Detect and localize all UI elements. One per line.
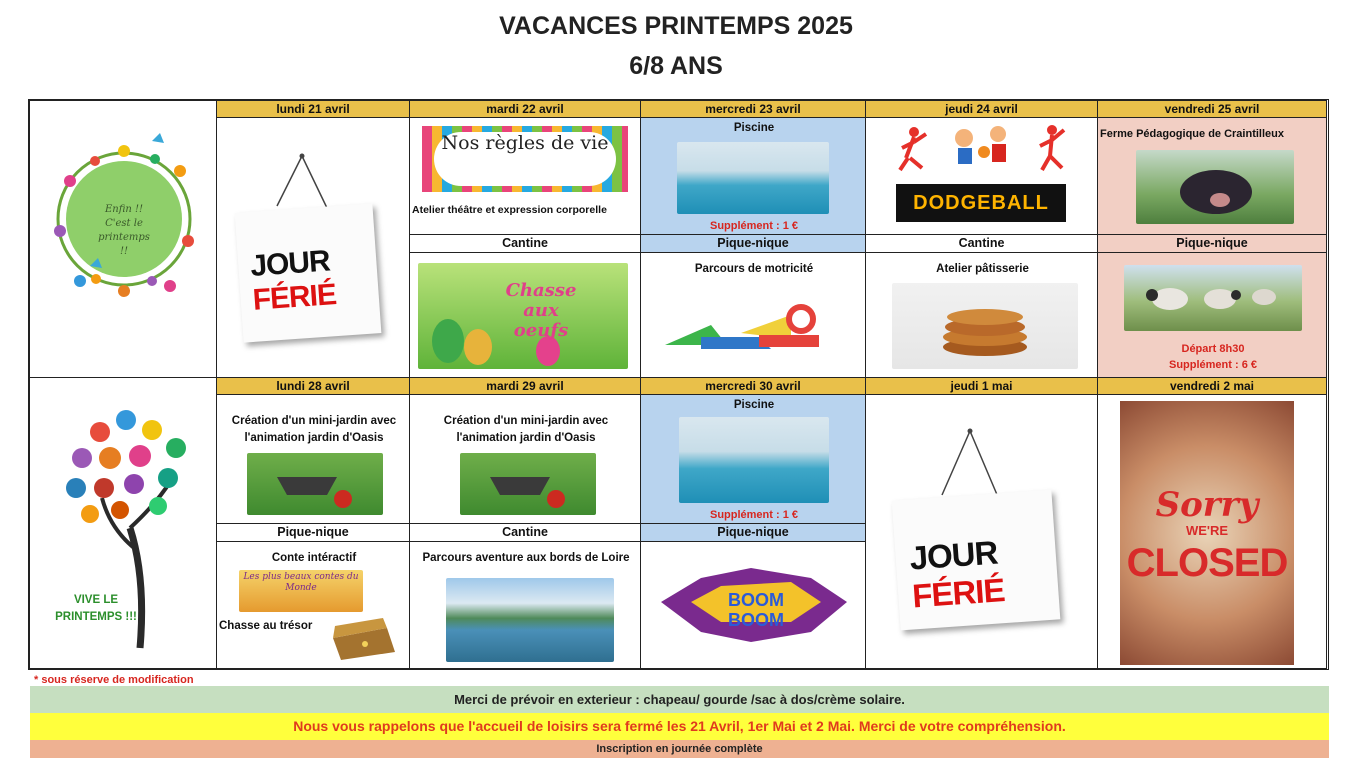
rules-board-image xyxy=(422,126,628,192)
schedule-grid xyxy=(28,99,1329,670)
vendredi-25-meal: Pique-nique xyxy=(1097,234,1327,253)
day-header-lundi-28: lundi 28 avril xyxy=(216,377,410,395)
mardi-29-meal: Cantine xyxy=(409,523,641,542)
lundi-21-cell xyxy=(216,117,410,378)
mardi-22-afternoon-cell xyxy=(409,252,641,378)
vendredi-25-morning-cell xyxy=(1097,117,1327,235)
mardi-22-morning-activity: Atelier théâtre et expression corporelle xyxy=(412,204,607,216)
vendredi-25-depart: Départ 8h30 xyxy=(1181,343,1245,355)
motor-course-blocks-icon xyxy=(641,253,866,378)
mercredi-30-morning-activity: Piscine xyxy=(733,399,775,411)
day-header-mercredi-23: mercredi 23 avril xyxy=(640,100,866,118)
vendredi-25-afternoon-cell xyxy=(1097,252,1327,378)
day-header-vendredi-25: vendredi 25 avril xyxy=(1097,100,1327,118)
boom-party-text: BOOM BOOM xyxy=(728,590,784,630)
rules-board-text: Nos règles de vie xyxy=(434,132,616,186)
sign-jour-text: JOUR xyxy=(249,244,331,283)
vendredi-25-supplement: Supplément : 6 € xyxy=(1168,359,1258,371)
day-header-jeudi-24: jeudi 24 avril xyxy=(865,100,1098,118)
swimming-pool-image xyxy=(677,142,829,214)
footer-closure-line: Nous vous rappelons que l'accueil de loisirs sera fermé les 21 Avril, 1er Mai et 2 Mai. Merci de votre compréhension. xyxy=(30,713,1329,740)
jeudi-24-afternoon-activity: Atelier pâtisserie xyxy=(936,263,1029,275)
spring-wreath-text: Enfin !! C'est le printemps !! xyxy=(98,204,150,257)
lundi-28-meal: Pique-nique xyxy=(216,523,410,542)
closed-poster-closed: CLOSED xyxy=(1126,541,1288,585)
day-header-mardi-22: mardi 22 avril xyxy=(409,100,641,118)
mercredi-23-afternoon-activity: Parcours de motricité xyxy=(694,263,814,275)
mercredi-30-supplement: Supplément : 1 € xyxy=(709,509,799,521)
mercredi-23-morning-cell xyxy=(640,117,866,235)
loire-river-image xyxy=(446,578,614,662)
jeudi-24-meal: Cantine xyxy=(865,234,1098,253)
lundi-28-afternoon-activity-2: Chasse au trésor xyxy=(219,620,313,632)
sign-jour-text-2: JOUR xyxy=(908,533,999,577)
sign-ferie-text: FÉRIÉ xyxy=(251,278,338,317)
mardi-22-meal: Cantine xyxy=(409,234,641,253)
pig-icon xyxy=(1136,150,1294,224)
closed-poster-sorry: Sorry xyxy=(1155,485,1259,525)
day-header-mardi-29: mardi 29 avril xyxy=(409,377,641,395)
spring-wreath-cell xyxy=(29,100,217,378)
mardi-29-afternoon-cell xyxy=(409,541,641,669)
modification-note: * sous réserve de modification xyxy=(34,674,194,686)
lundi-28-afternoon-activity: Conte intéractif xyxy=(271,552,357,564)
sheep-icon xyxy=(1124,265,1302,331)
jeudi-24-afternoon-cell xyxy=(865,252,1098,378)
day-header-mercredi-30: mercredi 30 avril xyxy=(640,377,866,395)
sign-ferie-text-2: FÉRIÉ xyxy=(911,571,1006,615)
vive-le-printemps-text: VIVE LE PRINTEMPS !!! xyxy=(55,594,137,623)
cookies-image xyxy=(892,283,1078,369)
day-header-vendredi-2: vendredi 2 mai xyxy=(1097,377,1327,395)
swimming-pool-image-2 xyxy=(679,417,829,503)
mardi-22-morning-cell xyxy=(409,117,641,235)
lundi-28-morning-activity: Création d'un mini-jardin avec l'animation jardin d'Oasis xyxy=(231,415,397,444)
page-subtitle: 6/8 ANS xyxy=(629,52,723,80)
dodgeball-logo: DODGEBALL xyxy=(896,184,1066,222)
lundi-28-morning-cell xyxy=(216,394,410,524)
vendredi-25-morning-activity: Ferme Pédagogique de Craintilleux xyxy=(1100,128,1284,140)
mercredi-23-meal: Pique-nique xyxy=(640,234,866,253)
mercredi-23-afternoon-cell xyxy=(640,252,866,378)
mercredi-30-afternoon-cell xyxy=(640,541,866,669)
lundi-28-afternoon-cell xyxy=(216,541,410,669)
spring-tree-cell xyxy=(29,377,217,669)
fairy-tales-book-image xyxy=(239,570,363,612)
wheelbarrow-icon xyxy=(247,453,383,515)
jour-ferie-sign xyxy=(235,203,382,342)
page-title: VACANCES PRINTEMPS 2025 xyxy=(499,12,853,40)
mercredi-30-meal: Pique-nique xyxy=(640,523,866,542)
mardi-29-morning-cell xyxy=(409,394,641,524)
sheep-image xyxy=(1124,265,1302,331)
footer-equipment-line: Merci de prévoir en exterieur : chapeau/ gourde /sac à dos/crème solaire. xyxy=(30,686,1329,713)
mardi-29-morning-activity: Création d'un mini-jardin avec l'animation jardin d'Oasis xyxy=(443,415,609,444)
wheelbarrow-image xyxy=(247,453,383,515)
jeudi-24-morning-cell xyxy=(865,117,1098,235)
mercredi-23-supplement: Supplément : 1 € xyxy=(709,220,799,232)
treasure-chest-icon xyxy=(325,614,405,664)
mercredi-23-morning-activity: Piscine xyxy=(733,122,775,134)
jour-ferie-sign-2 xyxy=(892,490,1061,631)
mercredi-30-morning-cell xyxy=(640,394,866,524)
day-header-jeudi-1: jeudi 1 mai xyxy=(865,377,1098,395)
closed-poster-were: WE'RE xyxy=(1185,523,1229,538)
easter-eggs-image xyxy=(418,263,628,369)
day-header-lundi-21: lundi 21 avril xyxy=(216,100,410,118)
players-icon xyxy=(866,118,1098,178)
cookie-stack-icon xyxy=(892,283,1078,369)
mardi-29-afternoon-activity: Parcours aventure aux bords de Loire xyxy=(422,552,630,564)
wheelbarrow-icon xyxy=(460,453,596,515)
easter-eggs-caption: Chasse aux oeufs xyxy=(505,280,577,341)
pig-farm-image xyxy=(1136,150,1294,224)
closed-poster-image xyxy=(1120,401,1294,665)
jeudi-1-cell xyxy=(865,394,1098,669)
vendredi-2-cell xyxy=(1097,394,1327,669)
wheelbarrow-image-2 xyxy=(460,453,596,515)
fairy-tales-book-title: Les plus beaux contes du Monde xyxy=(243,572,359,593)
footer-registration-line: Inscription en journée complète xyxy=(30,740,1329,758)
